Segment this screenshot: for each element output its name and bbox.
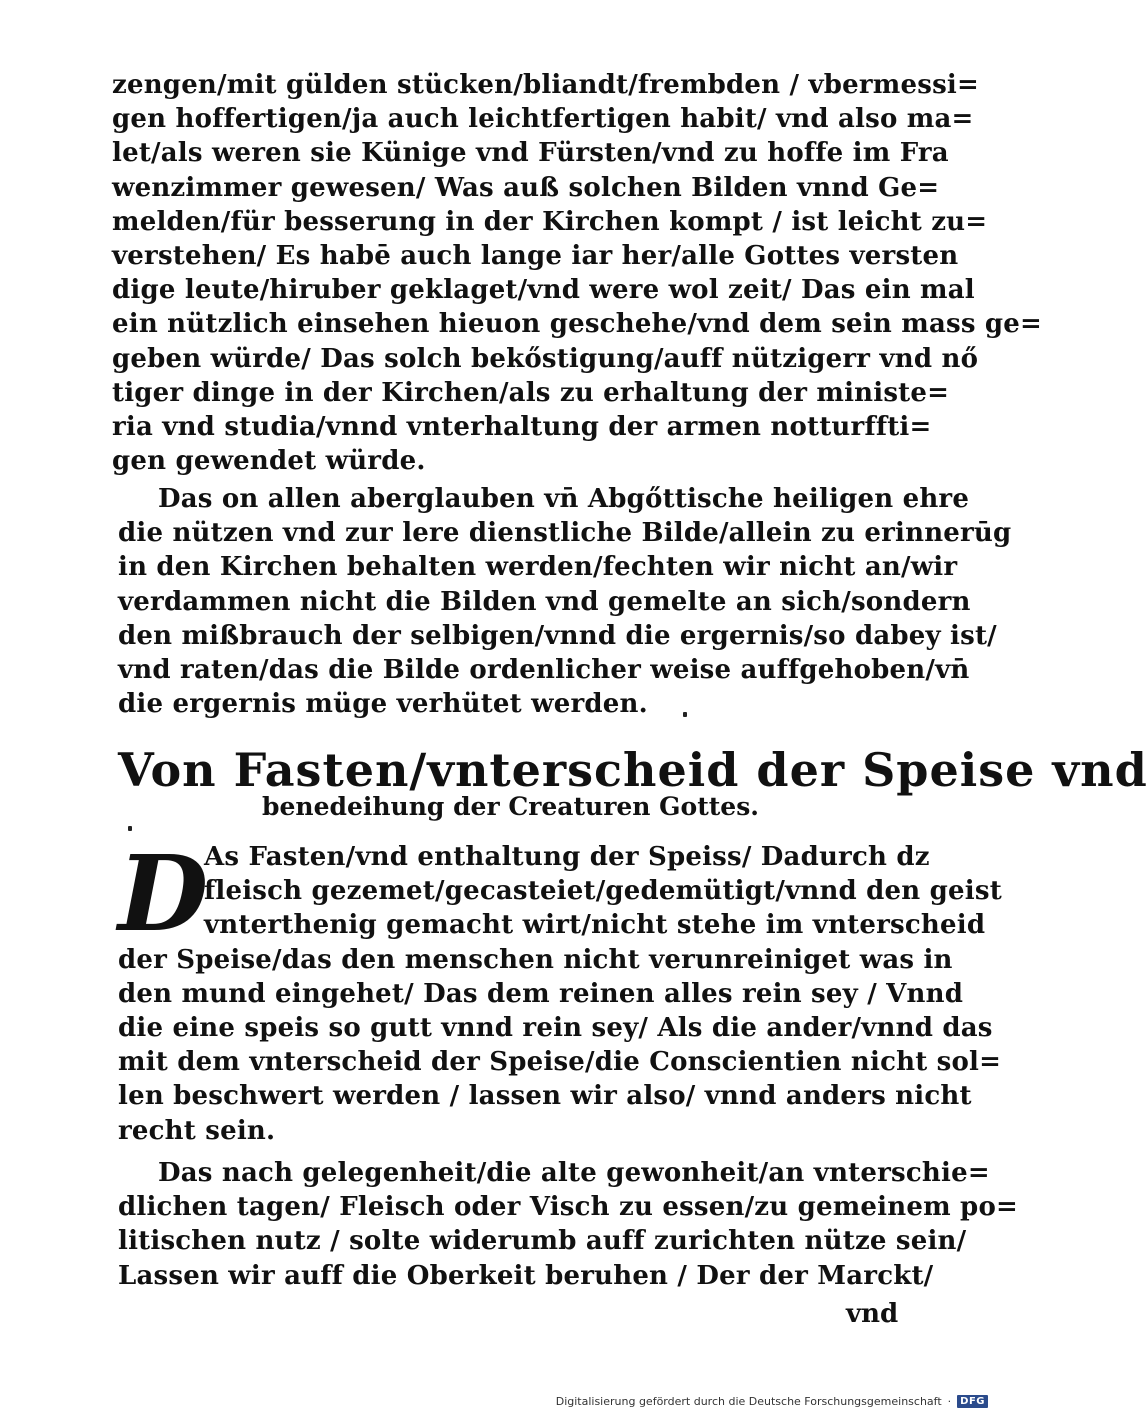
ink-speck <box>128 826 132 831</box>
ink-speck <box>683 712 687 717</box>
text-line: mit dem vnterscheid der Speise/die Conscientien nicht sol= <box>118 1047 1002 1078</box>
text-line: ria vnd studia/vnnd vnterhaltung der armen notturffti= <box>112 412 932 443</box>
text-line: melden/für besserung in der Kirchen kompt / ist leicht zu= <box>112 206 988 237</box>
text-line: der Speise/das den menschen nicht verunreiniget was in <box>118 944 953 975</box>
text-line: verdammen nicht die Bilden vnd gemelte an sich/sondern <box>118 586 971 617</box>
text-line: in den Kirchen behalten werden/fechten wir nicht an/wir <box>118 552 958 583</box>
text-line: let/als weren sie Künige vnd Fürsten/vnd zu hoffe im Fra <box>112 138 949 169</box>
footer-separator: · <box>947 1395 952 1408</box>
catchword: vnd <box>846 1299 899 1329</box>
paragraph-4 <box>118 1156 1018 1293</box>
text-line: Das nach gelegenheit/die alte gewonheit/an vnterschie= <box>158 1158 990 1188</box>
text-line: litischen nutz / solte widerumb auff zurichten nütze sein/ <box>118 1226 967 1257</box>
text-line: die ergernis müge verhütet werden. <box>118 689 648 720</box>
text-line: As Fasten/vnd enthaltung der Speiss/ Dadurch dz <box>204 842 930 872</box>
digitization-footer <box>556 1395 988 1408</box>
text-line: zengen/mit gülden stücken/bliandt/frembden / vbermessi= <box>112 70 979 100</box>
text-line: wenzimmer gewesen/ Was auß solchen Bilden vnnd Ge= <box>112 172 940 203</box>
text-line: len beschwert werden / lassen wir also/ vnnd anders nicht <box>118 1081 972 1112</box>
footer-credit: Digitalisierung gefördert durch die Deutsche Forschungsgemeinschaft <box>555 1395 942 1408</box>
text-line: Das on allen aberglauben vn̄ Abgőttische heiligen ehre <box>158 484 970 514</box>
text-line: vnterthenig gemacht wirt/nicht stehe im vnterscheid <box>204 910 986 941</box>
text-line: gen gewendet würde. <box>112 446 426 477</box>
text-line: die eine speis so gutt vnnd rein sey/ Als die ander/vnnd das <box>118 1013 993 1044</box>
paragraph-3 <box>118 832 1002 1148</box>
text-line: ein nützlich einsehen hieuon geschehe/vnd dem sein mass ge= <box>112 309 1043 340</box>
text-line: tiger dinge in der Kirchen/als zu erhaltung der ministe= <box>112 377 950 408</box>
text-line: recht sein. <box>118 1115 276 1146</box>
text-line: Lassen wir auff die Oberkeit beruhen / Der der Marckt/ <box>118 1260 934 1291</box>
section-heading: Von Fasten/vnterscheid der Speise vnd <box>118 743 1148 797</box>
text-line: vnd raten/das die Bilde ordenlicher weise auffgehoben/vn̄ <box>118 655 970 686</box>
text-line: den mißbrauch der selbigen/vnnd die ergernis/so dabey ist/ <box>118 620 997 651</box>
paragraph-1 <box>112 68 1043 478</box>
text-line: den mund eingehet/ Das dem reinen alles rein sey / Vnnd <box>118 978 964 1009</box>
paragraph-2 <box>118 482 1012 721</box>
text-line: dige leute/hiruber geklaget/vnd were wol zeit/ Das ein mal <box>112 275 975 306</box>
text-line: verstehen/ Es habē auch lange iar her/alle Gottes versten <box>112 241 959 272</box>
section-subheading: benedeihung der Creaturen Gottes. <box>262 792 759 821</box>
text-line: gen hoffertigen/ja auch leichtfertigen habit/ vnd also ma= <box>112 104 974 135</box>
text-line: fleisch gezemet/gecasteiet/gedemütigt/vnnd den geist <box>204 876 1002 907</box>
text-line: die nützen vnd zur lere dienstliche Bilde/allein zu erinnerūg <box>118 518 1012 549</box>
text-line: dlichen tagen/ Fleisch oder Visch zu essen/zu gemeinem po= <box>118 1192 1018 1223</box>
decorated-initial-letter: D <box>118 832 209 955</box>
text-line: geben würde/ Das solch bekőstigung/auff nützigerr vnd nő <box>112 343 979 374</box>
dfg-logo-icon[interactable]: DFG <box>957 1395 988 1408</box>
